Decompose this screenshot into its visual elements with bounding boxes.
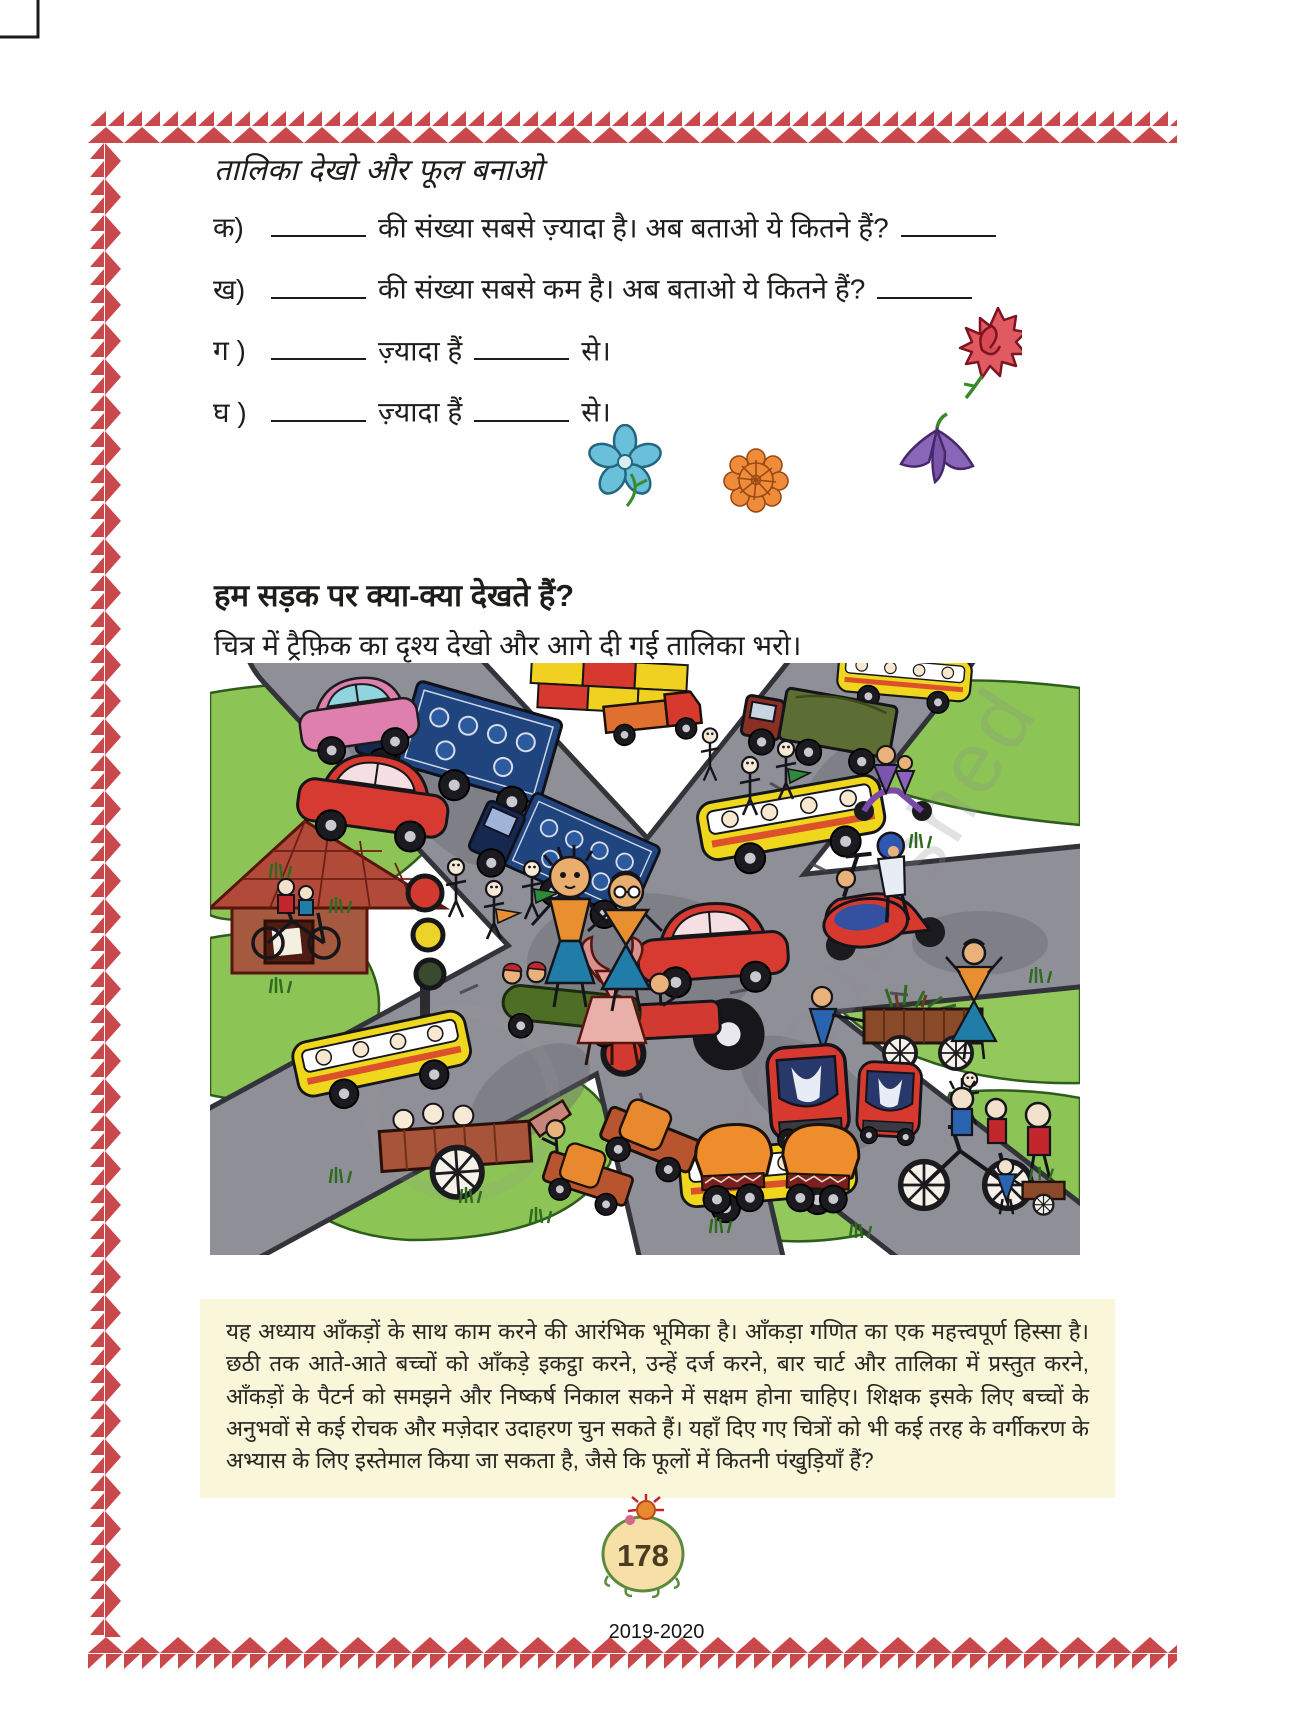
page-border-top [88,110,1177,143]
question-text: की संख्या सबसे ज़्यादा है। अब बताओ ये कितने हैं? [378,212,889,244]
crop-mark [0,0,60,60]
section-heading: हम सड़क पर क्या-क्या देखते हैं? [214,578,575,613]
answer-blank[interactable] [901,206,996,237]
traffic-illustration [210,663,1080,1255]
red-spiky-flower [938,302,1022,406]
answer-blank[interactable] [877,267,972,298]
question-text: से। [581,335,611,367]
page-badge [596,1494,692,1598]
section-instruction: चित्र में ट्रैफ़िक का दृश्य देखो और आगे दी गई तालिका भरो। [214,630,802,661]
orange-round-flower [720,446,792,516]
question-text: ज़्यादा हैं [378,335,463,367]
question-text: ज़्यादा हैं [378,396,463,428]
blue-pinwheel-flower [585,424,667,508]
answer-blank[interactable] [271,206,366,237]
answer-blank[interactable] [271,329,366,360]
note-box [200,1299,1115,1498]
question-label: क) [213,212,244,244]
question-label: ग ) [213,335,246,367]
answer-blank[interactable] [271,390,366,421]
answer-blank[interactable] [271,267,366,298]
answer-blank[interactable] [474,390,569,421]
truck-front-right [856,1061,923,1146]
exercise-heading: तालिका देखो और फूल बनाओ [214,153,543,188]
question-text: की संख्या सबसे कम है। अब बताओ ये कितने हैं? [378,273,866,305]
question-label: घ ) [213,396,247,428]
page-number: 178 [617,1538,669,1573]
footer-year: 2019-2020 [608,1621,705,1643]
question-text: से। [581,396,611,428]
question-label: ख) [213,273,246,305]
page-border-left [88,143,121,1637]
answer-blank[interactable] [474,329,569,360]
purple-bell-flower [893,412,981,492]
note-text: यह अध्याय आँकड़ों के साथ काम करने की आरंभिक भूमिका है। आँकड़ा गणित का एक महत्त्वपूर्ण हिस्सा है। छठी तक आते-आते बच्चों को आँकड़े इकट्ठा करने, उन्हें दर्ज करने, बार चार्ट और तालिका में प्रस्तुत करने, आँकड़ों के पैटर्न को समझने और निष्कर्ष निकाल सकने में सक्षम होना चाहिए। शिक्षक इसके लिए बच्चों के अनुभवों से कई रोचक और मज़ेदार उदाहरण चुन सकते हैं। यहाँ दिए गए चित्रों को भी कई तरह के वर्गीकरण के अभ्यास के लिए इस्तेमाल किया जा सकता है, जैसे कि फूलों में कितनी पंखुड़ियाँ हैं? [226,1319,1089,1474]
question-row [213,206,1153,246]
